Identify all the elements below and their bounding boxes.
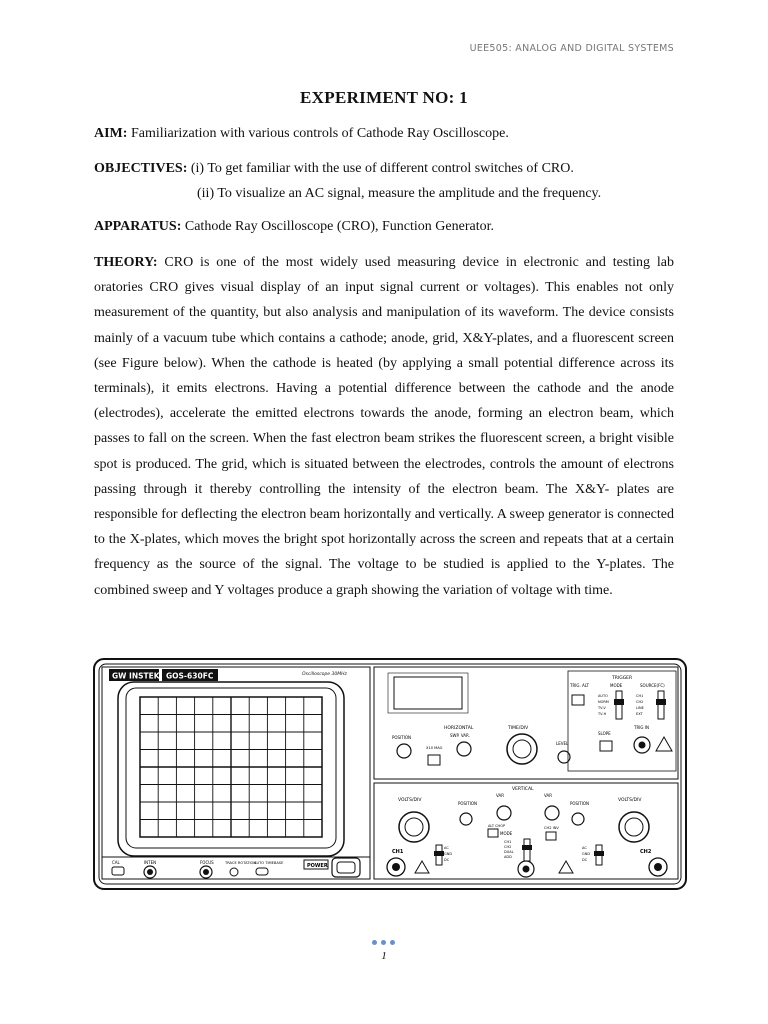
- apparatus-line: [94, 219, 494, 235]
- source-line: LINE: [636, 706, 644, 710]
- theory-text: CRO is one of the most widely used measuring device in electronic and testing lab oratories CRO gives visual display of an input signal current or voltages). This enables not only measurement of the quantity, but also analysis and manipulation of its waveform. The device consists mainly of a vacuum tube which contains a cathode; anode, grid, X&Y-plates, and a fluorescent screen (see Figure below). When the cathode is heated (by applying a small potential difference across its terminals), it emits electrons. Having a potential difference between the cathode and the anode (electrodes), accelerate the emitted electrons towards the anode, forming an electron beam, which passes to fall on the screen. When the fast electron beam strikes the fluorescent screen, a bright visible spot is produced. The grid, which is situated between the electrodes, controls the amount of electrons passing through it thereby controlling the intensity of the electron beam. The X&Y- plates are responsible for deflecting the electron beam horizontally and vertically. A sweep generator is connected to the X-plates, which moves the bright spot horizontally across the screen and repeats that at a certain frequency as the source of the signal. The voltage to be studied is applied to the Y-plates. The combined sweep and Y voltages produce a graph showing the variation of voltage with time.: [94, 255, 674, 598]
- page-number: 1: [381, 950, 387, 962]
- ch1-gnd-label: GND: [444, 852, 453, 856]
- ch2-position-label: POSITION: [570, 801, 590, 806]
- apparatus-text: Cathode Ray Oscilloscope (CRO), Function Generator.: [181, 219, 494, 234]
- ch1-var-label: VAR: [496, 793, 504, 798]
- objective-item: (i) To get familiar with the use of different control switches of CRO.: [187, 161, 574, 176]
- brand-text: GW INSTEK: [112, 671, 160, 681]
- ch2-label: CH2: [640, 849, 652, 855]
- time-div-label: TIME/DIV: [508, 726, 529, 731]
- aim-text: Familiarization with various controls of Cathode Ray Oscilloscope.: [127, 126, 509, 141]
- objective-item: (ii) To visualize an AC signal, measure the amplitude and the frequency.: [197, 186, 602, 201]
- ch1-ac-label: AC: [444, 846, 449, 850]
- ch2-ac-label: AC: [582, 846, 587, 850]
- ch2-volts-div-label: VOLTS/DIV: [618, 798, 642, 803]
- ch2-var-label: VAR: [544, 793, 552, 798]
- ch1-position-label: POSITION: [458, 801, 478, 806]
- swp-var-label: SWP. VAR.: [450, 733, 470, 738]
- alt-chop-label: ALT CHOP: [488, 824, 506, 828]
- trigger-mode-label: MODE: [610, 683, 623, 688]
- ch2-dc-label: DC: [582, 858, 588, 862]
- ch1-label: CH1: [392, 849, 404, 855]
- oscilloscope-front-panel: [92, 657, 688, 893]
- ch2-gnd-label: GND: [582, 852, 591, 856]
- source-ch1: CH1: [636, 694, 644, 698]
- objectives-line: [94, 161, 574, 177]
- cal-label: CAL: [112, 860, 120, 865]
- auto-timebase-label: AUTO TIMEBASE: [254, 861, 284, 865]
- mode-norm: NORM: [598, 700, 609, 704]
- vertical-label: VERTICAL: [512, 787, 534, 792]
- ch2-inv-label: CH2 INV: [544, 826, 559, 830]
- objectives-label: OBJECTIVES:: [94, 161, 188, 176]
- vmode-ch2: CH2: [504, 845, 512, 849]
- x10-mag-label: X10 MAG: [426, 746, 443, 750]
- vertical-mode-label: MODE: [500, 831, 513, 836]
- experiment-title: EXPERIMENT NO: 1: [300, 88, 468, 107]
- vmode-dual: DUAL: [504, 850, 514, 854]
- oscilloscope-figure: [92, 657, 688, 893]
- trig-in-label: TRIG IN: [634, 725, 649, 730]
- theory-paragraph: [94, 250, 674, 603]
- theory-label: THEORY:: [94, 255, 158, 270]
- ch1-volts-div-label: VOLTS/DIV: [398, 798, 422, 803]
- source-ch2: CH2: [636, 700, 644, 704]
- model-text: GOS-630FC: [166, 671, 214, 681]
- ch1-dc-label: DC: [444, 858, 450, 862]
- mode-tvh: TV-H: [598, 712, 607, 716]
- trig-alt-label: TRIG. ALT: [570, 683, 589, 688]
- page-ornament: [372, 940, 395, 945]
- intensity-label: INTEN: [144, 860, 157, 865]
- level-label: LEVEL: [556, 741, 569, 746]
- focus-label: FOCUS: [200, 860, 214, 865]
- trigger-label: TRIGGER: [612, 676, 633, 681]
- power-label: POWER: [307, 863, 328, 869]
- trace-rotation-label: TRACE ROTATION: [225, 861, 257, 865]
- source-ext: EXT: [636, 712, 643, 716]
- aim-line: [94, 126, 509, 142]
- aim-label: AIM:: [94, 126, 128, 141]
- model-sublabel: Oscilloscope 30MHz: [302, 672, 347, 677]
- horizontal-label: HORIZONTAL: [444, 726, 474, 731]
- apparatus-label: APPARATUS:: [94, 219, 182, 234]
- slope-label: SLOPE: [598, 731, 611, 736]
- mode-tvv: TV-V: [598, 706, 606, 710]
- screen-graticule: [140, 697, 322, 837]
- h-position-label: POSITION: [392, 735, 412, 740]
- trigger-source-label: SOURCE(FC): [640, 683, 665, 688]
- running-header: UEE505: ANALOG AND DIGITAL SYSTEMS: [469, 43, 674, 54]
- mode-auto: AUTO: [598, 694, 608, 698]
- vmode-add: ADD: [504, 855, 512, 859]
- vmode-ch1: CH1: [504, 840, 512, 844]
